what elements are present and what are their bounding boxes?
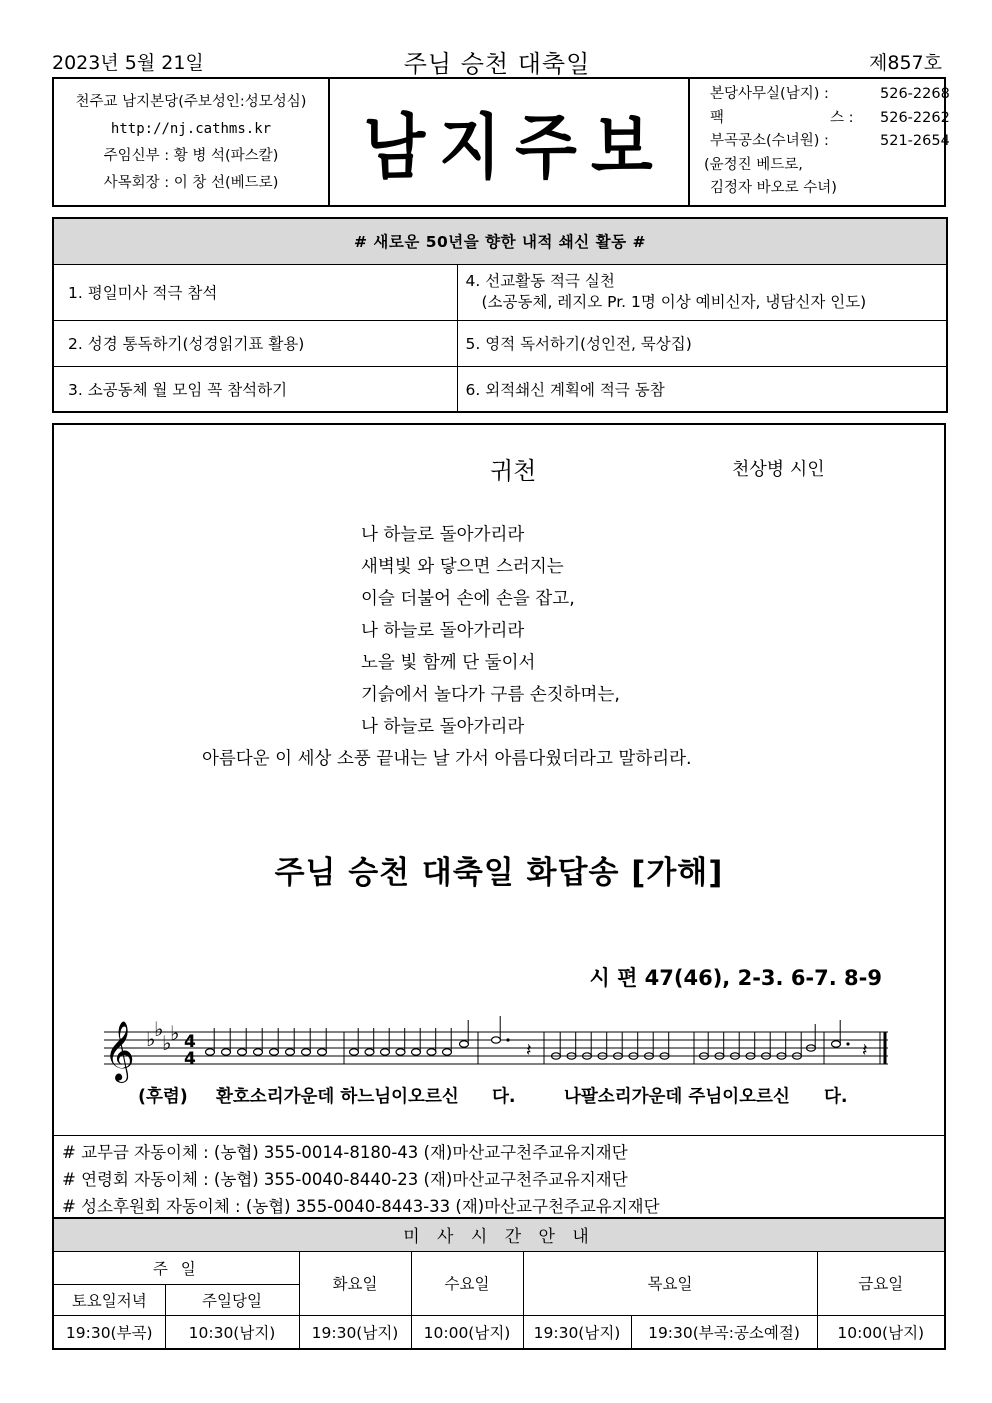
note-head <box>365 1049 374 1055</box>
fax-row <box>710 107 950 131</box>
lyric-phrase-2: 나팔소리가운데 주님이오르신 <box>564 1087 790 1107</box>
bulletin-name-box <box>330 79 690 205</box>
transfer-line-1: # 교무금 자동이체 : (농협) 355-0014-8180-43 (재)마산교구천주교유지재단 <box>62 1143 628 1162</box>
key-signature-flats <box>146 1017 179 1055</box>
bulletin-name: 남지주보 <box>363 107 667 190</box>
svg-text:♭: ♭ <box>162 1031 172 1055</box>
note-head <box>381 1049 390 1055</box>
refrain-label: (후렴) <box>138 1087 188 1107</box>
note-head <box>350 1049 359 1055</box>
poem-body <box>54 519 944 775</box>
psalm-reference: 시 편 47(46), 2-3. 6-7. 8-9 <box>589 966 882 990</box>
notes <box>206 1016 868 1061</box>
music-score <box>94 1010 894 1090</box>
renewal-heading: # 새로운 50년을 향한 내적 쇄신 활동 # <box>53 218 947 264</box>
poem-line: 이슬 더불어 손에 손을 잡고, <box>361 589 575 609</box>
mass-times-table <box>52 1217 946 1350</box>
bulletin-date: 2023년 5월 21일 <box>52 52 204 74</box>
note-head <box>254 1049 263 1055</box>
treble-clef-icon: 𝄞 <box>104 1021 135 1081</box>
time-sunday: 10:30(남지) <box>165 1315 299 1349</box>
poem-line: 노을 빛 함께 단 둘이서 <box>361 653 536 673</box>
psalm-title: 주님 승천 대축일 화답송 [가해] <box>274 855 724 891</box>
parish-name: 천주교 남지본당(주보성인:성모성심) <box>75 94 307 110</box>
time-friday: 10:00(남지) <box>817 1315 945 1349</box>
note-head <box>302 1049 311 1055</box>
poem-line: 나 하늘로 돌아가리라 <box>361 717 525 737</box>
office-phone: 526-2268 <box>880 86 950 102</box>
note-head <box>460 1041 469 1047</box>
fax-label: 팩 <box>710 109 725 126</box>
poem-author: 천상병 시인 <box>732 459 825 480</box>
note-head <box>412 1049 421 1055</box>
time-signature-top: 4 <box>184 1032 196 1052</box>
lyric-phrase-2-end: 다. <box>824 1087 848 1107</box>
masthead <box>52 77 950 207</box>
renewal-item-1: 1. 평일미사 적극 참석 <box>53 264 457 320</box>
note-head <box>492 1037 501 1043</box>
time-tuesday: 19:30(남지) <box>299 1315 411 1349</box>
note-head <box>396 1049 405 1055</box>
sisters-line-1: (윤정진 베드로, <box>704 156 803 173</box>
renewal-item-2: 2. 성경 통독하기(성경읽기표 활용) <box>53 320 457 366</box>
pastor-name: 주임신부 : 황 병 석(파스칼) <box>103 148 279 164</box>
svg-text:♭: ♭ <box>170 1021 180 1045</box>
thursday-header: 목요일 <box>523 1251 817 1315</box>
poem-section <box>52 423 946 1135</box>
time-wednesday: 10:00(남지) <box>411 1315 523 1349</box>
note-dot <box>506 1038 509 1041</box>
sunday-header: 주 일 <box>53 1251 299 1284</box>
svg-text:♭: ♭ <box>146 1027 156 1051</box>
note-head <box>318 1049 327 1055</box>
mission-phone: 521-2654 <box>880 133 950 149</box>
fax-label-end: 스 : <box>830 109 854 126</box>
lyric-phrase-1: 환호소리가운데 하느님이오르신 <box>216 1087 459 1107</box>
time-signature-bottom: 4 <box>184 1049 196 1069</box>
poem-line: 새벽빛 와 닿으면 스러지는 <box>361 557 564 577</box>
renewal-item-3: 3. 소공동체 월 모임 꼭 참석하기 <box>53 366 457 412</box>
parish-website[interactable]: http://nj.cathms.kr <box>110 121 272 137</box>
contact-info <box>692 79 950 205</box>
poem-line: 나 하늘로 돌아가리라 <box>361 621 525 641</box>
wednesday-header: 수요일 <box>411 1251 523 1315</box>
poem-line: 아름다운 이 세상 소풍 끝내는 날 가서 아름다웠더라고 말하리라. <box>202 749 692 769</box>
svg-text:♭: ♭ <box>154 1017 164 1041</box>
note-head <box>238 1049 247 1055</box>
saturday-evening-header: 토요일저녁 <box>53 1284 165 1315</box>
mission-label: 부곡공소(수녀원) : <box>710 133 829 149</box>
fax-number: 526-2262 <box>880 109 950 126</box>
office-row <box>710 83 950 107</box>
note-dot <box>846 1042 849 1045</box>
renewal-item-6: 6. 외적쇄신 계획에 적극 동참 <box>457 366 947 412</box>
poem-title: 귀천 <box>490 457 537 485</box>
rest-icon: 𝄽 <box>862 1040 868 1061</box>
issue-number: 제857호 <box>869 52 942 74</box>
note-head <box>222 1049 231 1055</box>
mission-row <box>710 130 950 154</box>
feast-title: 주님 승천 대축일 <box>403 50 591 78</box>
transfer-line-3: # 성소후원회 자동이체 : (농협) 355-0040-8443-33 (재)마산교구천주교유지재단 <box>62 1197 660 1216</box>
mass-times-heading: 미 사 시 간 안 내 <box>53 1218 945 1251</box>
note-head <box>206 1049 215 1055</box>
poem-line: 기슭에서 놀다가 구름 손짓하며는, <box>361 685 620 705</box>
office-label: 본당사무실(남지) : <box>710 86 829 102</box>
time-thursday-2: 19:30(부곡:공소예절) <box>631 1315 817 1349</box>
tuesday-header: 화요일 <box>299 1251 411 1315</box>
time-saturday: 19:30(부곡) <box>53 1315 165 1349</box>
renewal-item-4 <box>457 264 947 320</box>
auto-transfer-info <box>52 1135 946 1217</box>
note-head <box>832 1041 841 1047</box>
friday-header: 금요일 <box>817 1251 945 1315</box>
poem-line: 나 하늘로 돌아가리라 <box>361 525 525 545</box>
note-head <box>443 1049 452 1055</box>
parish-info <box>54 79 330 205</box>
note-head <box>427 1049 436 1055</box>
renewal-item-5: 5. 영적 독서하기(성인전, 묵상집) <box>457 320 947 366</box>
note-head <box>270 1049 279 1055</box>
sunday-day-header: 주일당일 <box>165 1284 299 1315</box>
sisters-line-2: 김정자 바오로 수녀) <box>710 180 837 196</box>
council-president: 사목회장 : 이 창 선(베드로) <box>103 175 279 191</box>
note-head <box>286 1049 295 1055</box>
renewal-item-4-line-1: 4. 선교활동 적극 실천 <box>465 272 615 290</box>
renewal-table <box>52 217 948 413</box>
top-line <box>52 44 942 78</box>
renewal-item-4-line-2: (소공동체, 레지오 Pr. 1명 이상 예비신자, 냉담신자 인도) <box>481 293 867 311</box>
transfer-line-2: # 연령회 자동이체 : (농협) 355-0040-8440-23 (재)마산교구천주교유지재단 <box>62 1170 628 1189</box>
time-thursday-1: 19:30(남지) <box>523 1315 631 1349</box>
lyric-phrase-1-end: 다. <box>492 1087 516 1107</box>
rest-icon: 𝄽 <box>526 1040 532 1061</box>
